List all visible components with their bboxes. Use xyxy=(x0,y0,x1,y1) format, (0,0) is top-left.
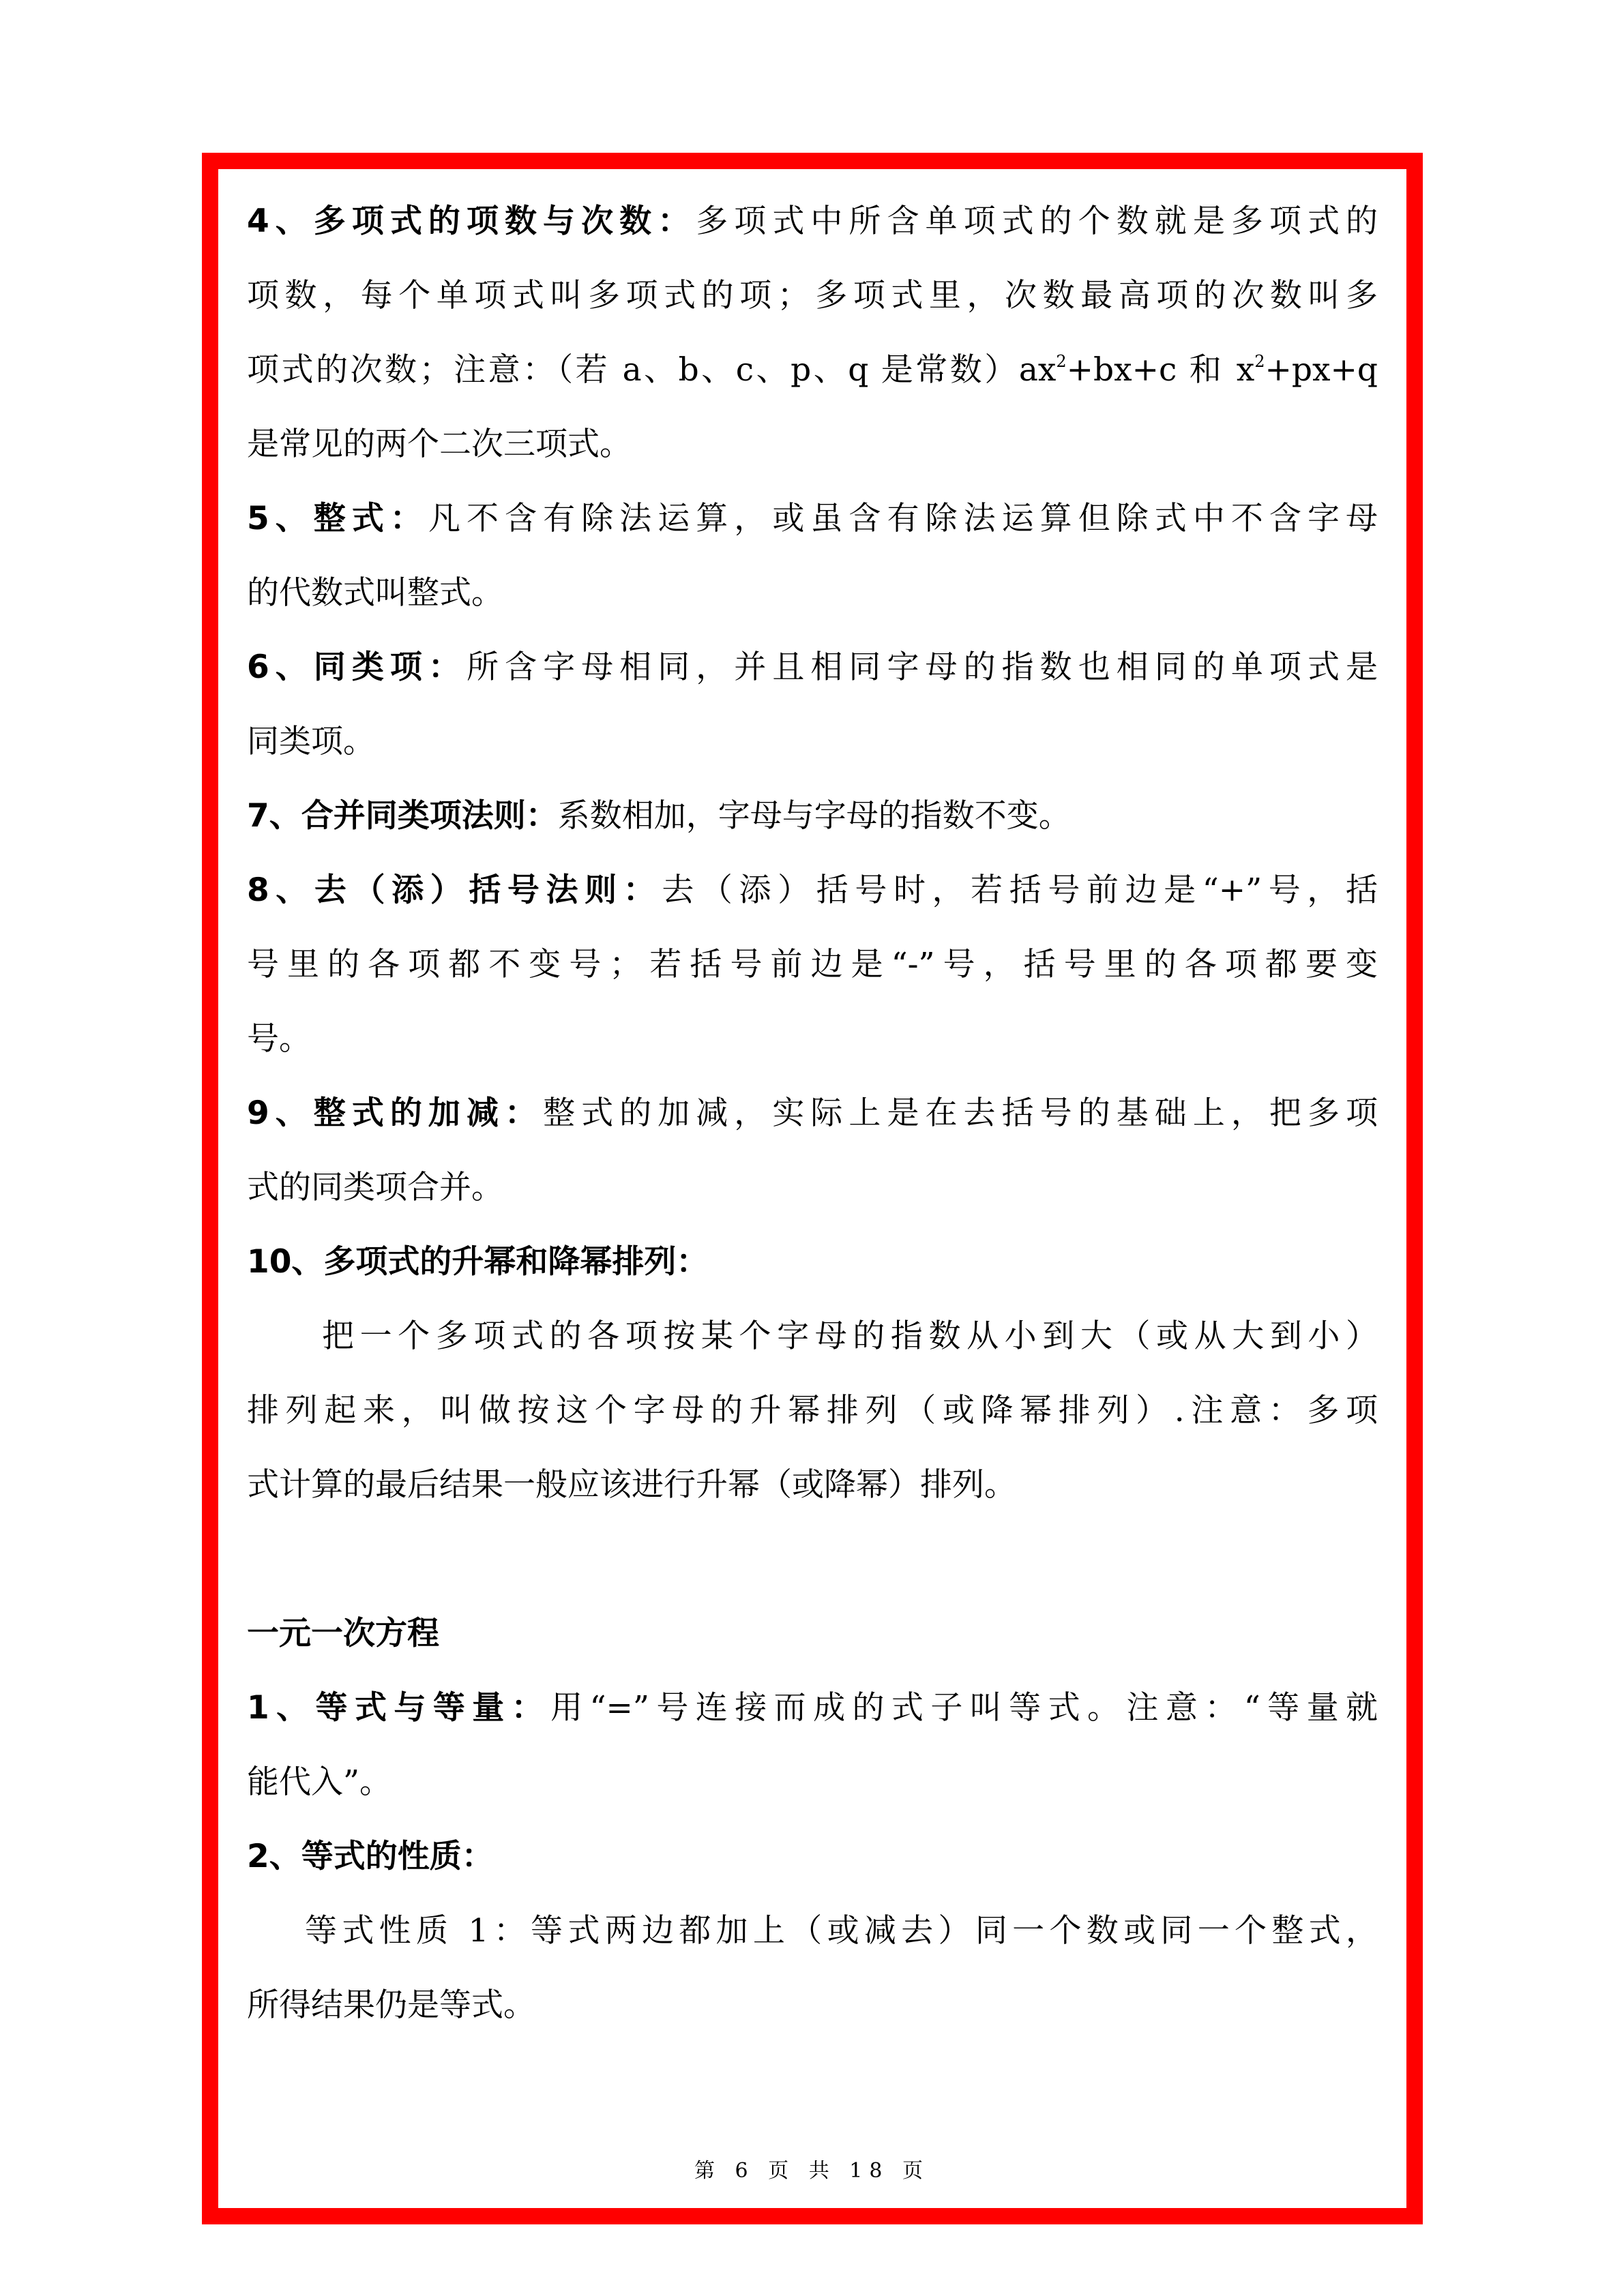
eq-item-2-heading-line xyxy=(247,1819,1378,1894)
page-number-footer: 第 6 页 共 18 页 xyxy=(694,2159,930,2183)
item-9-line-1: 9、整式的加减：整式的加减，实际上是在去括号的基础上，把多项 xyxy=(247,1094,1378,1132)
item-6-line-2: 同类项。 xyxy=(247,723,375,760)
eq-item-1-line-1: 1、等式与等量：用“=”号连接而成的式子叫等式。注意：“等量就 xyxy=(247,1689,1378,1727)
item-8-heading: 8、去（添）括号法则： xyxy=(247,871,662,909)
item-6-heading: 6、同类项： xyxy=(247,648,467,686)
item-8-line-1: 8、去（添）括号法则：去（添）括号时，若括号前边是“+”号，括 xyxy=(247,871,1378,909)
item-10-heading-line xyxy=(247,1225,1378,1299)
item-4-line-1: 4、多项式的项数与次数：多项式中所含单项式的个数就是多项式的 xyxy=(247,203,1378,240)
item-6-line-1: 6、同类项：所含字母相同，并且相同字母的指数也相同的单项式是 xyxy=(247,648,1378,686)
item-5-heading: 5、整式： xyxy=(247,500,428,537)
item-10-line-1: 把一个多项式的各项按某个字母的指数从小到大（或从大到小） xyxy=(322,1317,1378,1355)
section-heading-linear-equation: 一元一次方程 xyxy=(247,1615,439,1652)
item-10-line-3: 式计算的最后结果一般应该进行升幂（或降幂）排列。 xyxy=(247,1466,1016,1504)
item-7-line-1: 7、合并同类项法则：系数相加，字母与字母的指数不变。 xyxy=(247,797,1071,835)
item-7-heading: 7、合并同类项法则： xyxy=(247,797,558,835)
item-8-line-3: 号。 xyxy=(247,1020,311,1058)
eq-item-1-line-2: 能代入”。 xyxy=(247,1763,392,1801)
item-4-heading: 4、多项式的项数与次数： xyxy=(247,203,696,240)
item-10-line-2: 排列起来，叫做按这个字母的升幂排列（或降幂排列）.注意：多项 xyxy=(247,1392,1378,1429)
eq-item-2-heading: 2、等式的性质： xyxy=(247,1838,494,1875)
item-9-line-2: 式的同类项合并。 xyxy=(247,1169,503,1206)
item-9-heading: 9、整式的加减： xyxy=(247,1094,544,1132)
item-10-heading: 10、多项式的升幂和降幂排列： xyxy=(247,1243,709,1281)
eq-property-1-line-1: 等式性质 1：等式两边都加上（或减去）同一个数或同一个整式， xyxy=(305,1912,1378,1950)
eq-property-1-line-2: 所得结果仍是等式。 xyxy=(247,1986,535,2024)
eq-item-1-heading: 1、等式与等量： xyxy=(247,1689,551,1727)
blank-line xyxy=(247,1522,1378,1596)
item-5-line-1: 5、整式：凡不含有除法运算，或虽含有除法运算但除式中不含字母 xyxy=(247,500,1378,537)
item-5-line-2: 的代数式叫整式。 xyxy=(247,574,503,612)
item-8-line-2: 号里的各项都不变号；若括号前边是“-”号，括号里的各项都要变 xyxy=(247,946,1378,983)
item-4-line-2: 项数，每个单项式叫多项式的项；多项式里，次数最高项的次数叫多 xyxy=(247,277,1378,314)
document-body xyxy=(247,184,1378,2042)
item-4-line-3: 项式的次数；注意：（若 a、b、c、p、q 是常数）$ax^2+bx+c$ 和 $x^2+px+q$ xyxy=(247,351,1378,389)
section-heading-line xyxy=(247,1596,1378,1671)
item-4-line-4: 是常见的两个二次三项式。 xyxy=(247,426,632,463)
